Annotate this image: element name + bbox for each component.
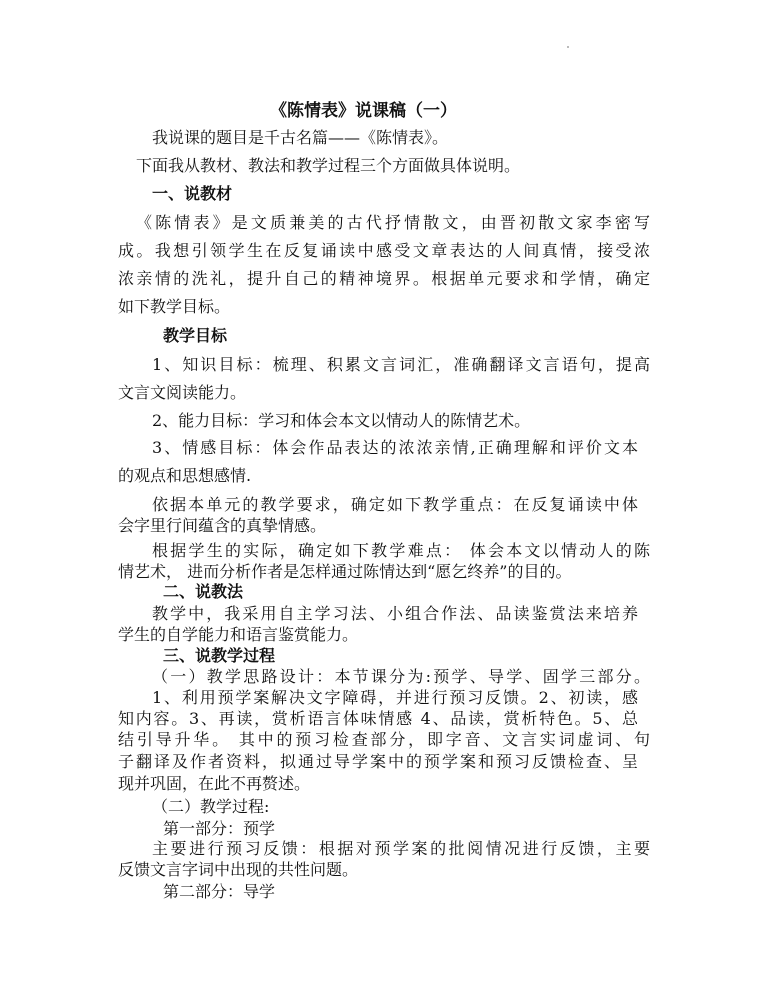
section-heading: 教学目标 [163, 326, 228, 345]
text-line: 1、知识目标：梳理、积累文言词汇，准确翻译文言语句，提高 [152, 355, 650, 374]
section-heading: 一、说教材 [152, 184, 233, 203]
text-line: 会字里行间蕴含的真挚情感。 [118, 516, 327, 535]
text-line: 第二部分：导学 [163, 882, 276, 901]
page-title: 《陈情表》说课稿（一） [270, 101, 457, 121]
text-line: （二）教学过程: [152, 797, 270, 816]
text-line: 知内容。3、再读，赏析语言体味情感 4、品读，赏析特色。5、总 [118, 709, 638, 728]
text-line: （一）教学思路设计：本节课分为:预学、导学、固学三部分。 [152, 667, 650, 686]
text-line: 浓亲情的洗礼，提升自己的精神境界。根据单元要求和学情，确定 [118, 269, 650, 288]
text-line: 子翻译及作者资料，拟通过导学案中的预学案和预习反馈检查、呈 [118, 752, 638, 771]
text-line: 3、情感目标：体会作品表达的浓浓亲情,正确理解和评价文本 [152, 438, 638, 457]
text-line: 反馈文言字词中出现的共性问题。 [118, 860, 359, 879]
text-line: 依据本单元的教学要求，确定如下教学重点：在反复诵读中体 [152, 495, 638, 514]
text-line: 主要进行预习反馈：根据对预学案的批阅情况进行反馈，主要 [152, 839, 650, 858]
text-line: 学生的自学能力和语言鉴赏能力。 [118, 625, 359, 644]
text-line: 2、能力目标：学习和体会本文以情动人的陈情艺术。 [152, 411, 531, 430]
section-heading: 三、说教学过程 [163, 646, 276, 665]
text-line: 第一部分：预学 [163, 819, 276, 838]
text-line: 下面我从教材、教法和教学过程三个方面做具体说明。 [136, 156, 521, 175]
text-line: 成。我想引领学生在反复诵读中感受文章表达的人间真情，接受浓 [118, 241, 650, 260]
text-line: 现并巩固，在此不再赘述。 [118, 774, 311, 793]
text-line: 如下教学目标。 [118, 297, 231, 316]
text-line: 的观点和思想感情. [118, 466, 252, 485]
text-line: 我说课的题目是千古名篇——《陈情表》。 [152, 128, 449, 147]
page-speck [567, 46, 569, 48]
text-line: 《陈情表》是文质兼美的古代抒情散文，由晋初散文家李密写 [136, 213, 650, 232]
text-line: 文言文阅读能力。 [118, 383, 247, 402]
text-line: 1、利用预学案解决文字障碍，并进行预习反馈。2、初读，感 [152, 688, 638, 707]
text-line: 情艺术， 进而分析作者是怎样通过陈情达到“愿乞终养”的目的。 [118, 562, 572, 581]
text-line: 结引导升华。 其中的预习检查部分，即字音、文言实词虚词、句 [118, 730, 650, 749]
text-line: 根据学生的实际，确定如下教学难点： 体会本文以情动人的陈 [152, 541, 650, 560]
section-heading: 二、说教法 [163, 582, 244, 601]
text-line: 教学中，我采用自主学习法、小组合作法、品读鉴赏法来培养 [152, 604, 638, 623]
